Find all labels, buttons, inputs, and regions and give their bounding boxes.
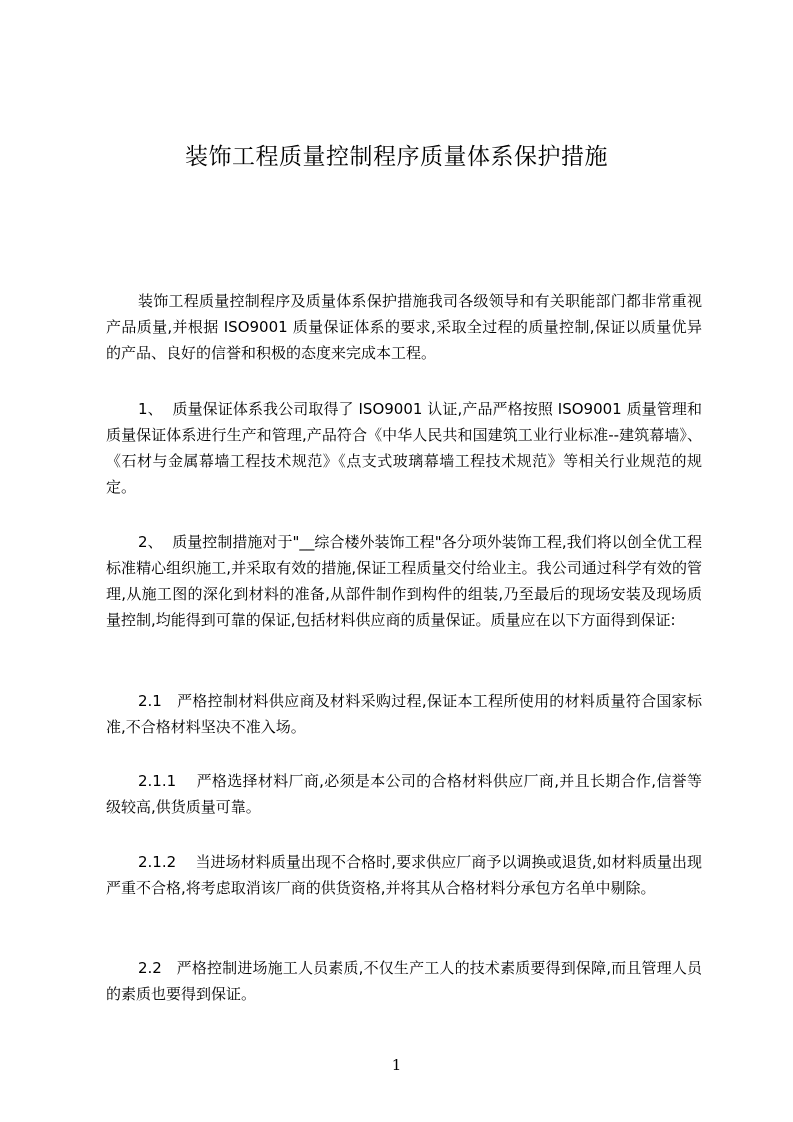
- paragraph-2-1-2: [106, 849, 702, 901]
- paragraph-text: 质量保证体系我公司取得了 ISO9001 认证,产品严格按照 ISO9001 质量管理和质量保证体系进行生产和管理,产品符合《中华人民共和国建筑工业行业标准--建筑幕墙》、《石材与金属幕墙工程技术规范》《点支式玻璃幕墙工程技术规范》等相关行业规范的规定。: [106, 400, 702, 496]
- paragraph-text: 装饰工程质量控制程序及质量体系保护措施我司各级领导和有关职能部门都非常重视产品质量,并根据 ISO9001 质量保证体系的要求,采取全过程的质量控制,保证以质量优异的产品、良好的信誉和积极的态度来完成本工程。: [106, 292, 702, 362]
- paragraph-quality-control-measures: [106, 529, 702, 633]
- paragraph-text: 严格选择材料厂商,必须是本公司的合格材料供应厂商,并且长期合作,信誉等级较高,供货质量可靠。: [106, 772, 702, 816]
- paragraph-intro: [106, 288, 702, 366]
- paragraph-text: 质量控制措施对于"__综合楼外装饰工程"各分项外装饰工程,我们将以创全优工程标准精心组织施工,并采取有效的措施,保证工程质量交付给业主。我公司通过科学有效的管理,从施工图的深化到材料的准备,从部件制作到构件的组装,乃至最后的现场安装及现场质量控制,均能得到可靠的保证,包括材料供应商的质量保证。质量应在以下方面得到保证:: [106, 533, 702, 629]
- page-number: 1: [391, 1056, 402, 1074]
- paragraph-number: 2.1.1: [138, 772, 197, 790]
- paragraph-number: 2.1: [138, 692, 178, 710]
- paragraph-2-1-1: [106, 768, 702, 820]
- paragraph-number: 2、: [138, 533, 173, 551]
- paragraph-2-2: [106, 955, 702, 1007]
- paragraph-text: 严格控制进场施工人员素质,不仅生产工人的技术素质要得到保障,而且管理人员的素质也要得到保证。: [106, 959, 702, 1003]
- paragraph-quality-assurance-system: [106, 396, 702, 500]
- paragraph-text: 严格控制材料供应商及材料采购过程,保证本工程所使用的材料质量符合国家标准,不合格材料坚决不准入场。: [106, 692, 702, 736]
- paragraph-number: 1、: [138, 400, 173, 418]
- paragraph-2-1: [106, 688, 702, 740]
- paragraph-number: 2.1.2: [138, 853, 196, 871]
- document-title: 装饰工程质量控制程序质量体系保护措施: [185, 144, 608, 170]
- paragraph-number: 2.2: [138, 959, 177, 977]
- paragraph-text: 当进场材料质量出现不合格时,要求供应厂商予以调换或退货,如材料质量出现严重不合格,将考虑取消该厂商的供货资格,并将其从合格材料分承包方名单中剔除。: [106, 853, 702, 897]
